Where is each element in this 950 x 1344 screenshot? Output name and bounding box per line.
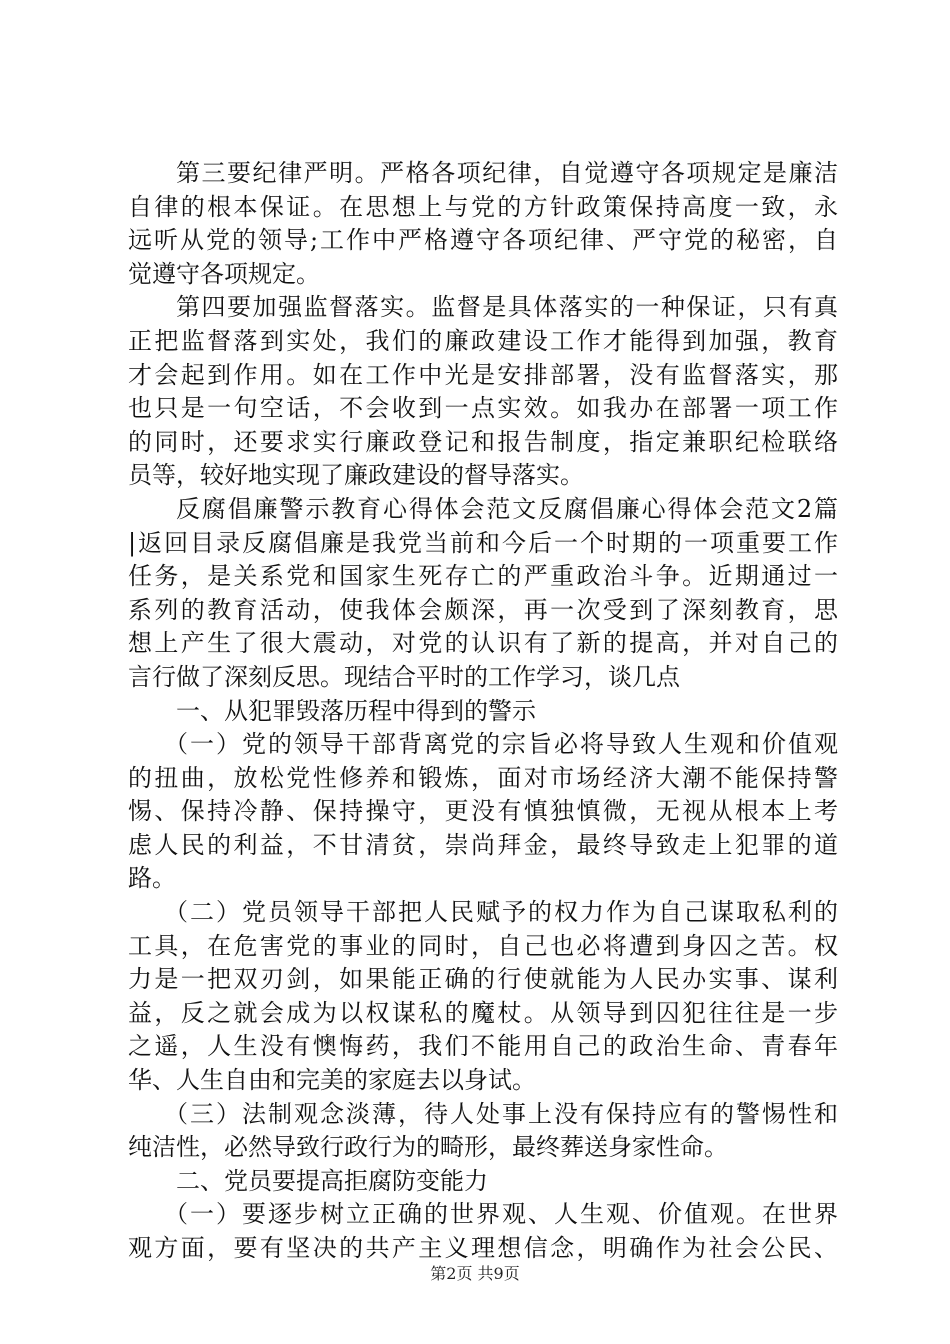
text-line: 想上产生了很大震动，对党的认识有了新的提高，并对自己的: [128, 629, 838, 658]
text-line: 之遥，人生没有懊悔药，我们不能用自己的政治生命、青春年: [128, 1032, 838, 1061]
text-line: 一、从犯罪毁落历程中得到的警示: [176, 696, 536, 725]
text-line: 系列的教育活动，使我体会颇深，再一次受到了深刻教育，思: [128, 595, 838, 624]
text-line: 华、人生自由和完美的家庭去以身试。: [128, 1066, 536, 1095]
text-line: 第四要加强监督落实。监督是具体落实的一种保证，只有真: [176, 293, 838, 322]
text-line: 路。: [128, 864, 176, 893]
text-line: 觉遵守各项规定。: [128, 259, 320, 288]
text-line: 二、党员要提高拒腐防变能力: [176, 1166, 488, 1195]
text-line: （一）要逐步树立正确的世界观、人生观、价值观。在世界: [164, 1200, 838, 1229]
text-line: 自律的根本保证。在思想上与党的方针政策保持高度一致，永: [128, 192, 838, 221]
text-line: 虑人民的利益，不甘清贫，崇尚拜金，最终导致走上犯罪的道: [128, 830, 838, 859]
text-line: 也只是一句空话，不会收到一点实效。如我办在部署一项工作: [128, 394, 838, 423]
text-line: 工具，在危害党的事业的同时，自己也必将遭到身囚之苦。权: [128, 931, 838, 960]
text-line: 言行做了深刻反思。现结合平时的工作学习，谈几点: [128, 662, 680, 691]
text-line: 远听从党的领导;工作中严格遵守各项纪律、严守党的秘密，自: [128, 226, 838, 255]
text-line: 才会起到作用。如在工作中光是安排部署，没有监督落实，那: [128, 360, 838, 389]
page-footer: 第2页 共9页: [430, 1264, 520, 1283]
document-body: [128, 157, 838, 1266]
text-line: 任务，是关系党和国家生死存亡的严重政治斗争。近期通过一: [128, 562, 838, 591]
text-line: |返回目录反腐倡廉是我党当前和今后一个时期的一项重要工作: [128, 528, 838, 557]
text-line: 反腐倡廉警示教育心得体会范文反腐倡廉心得体会范文2篇: [176, 494, 838, 523]
text-line: 观方面，要有坚决的共产主义理想信念，明确作为社会公民、: [128, 1234, 838, 1262]
text-line: 第三要纪律严明。严格各项纪律，自觉遵守各项规定是廉洁: [176, 159, 838, 187]
text-line: 力是一把双刃剑，如果能正确的行使就能为人民办实事、谋利: [128, 965, 838, 994]
text-line: 益，反之就会成为以权谋私的魔杖。从领导到囚犯往往是一步: [128, 998, 838, 1027]
text-line: 的扭曲，放松党性修养和锻炼，面对市场经济大潮不能保持警: [128, 763, 838, 792]
text-line: 纯洁性，必然导致行政行为的畸形，最终葬送身家性命。: [128, 1133, 728, 1162]
text-line: （三）法制观念淡薄，待人处事上没有保持应有的警惕性和: [164, 1099, 838, 1128]
text-line: （一）党的领导干部背离党的宗旨必将导致人生观和价值观: [164, 730, 838, 759]
text-line: 员等，较好地实现了廉政建设的督导落实。: [128, 461, 584, 490]
text-line: 的同时，还要求实行廉政登记和报告制度，指定兼职纪检联络: [128, 427, 838, 456]
text-line: （二）党员领导干部把人民赋予的权力作为自己谋取私利的: [164, 898, 838, 927]
text-line: 正把监督落到实处，我们的廉政建设工作才能得到加强，教育: [128, 326, 838, 355]
text-line: 惕、保持冷静、保持操守，更没有慎独慎微，无视从根本上考: [128, 797, 838, 826]
